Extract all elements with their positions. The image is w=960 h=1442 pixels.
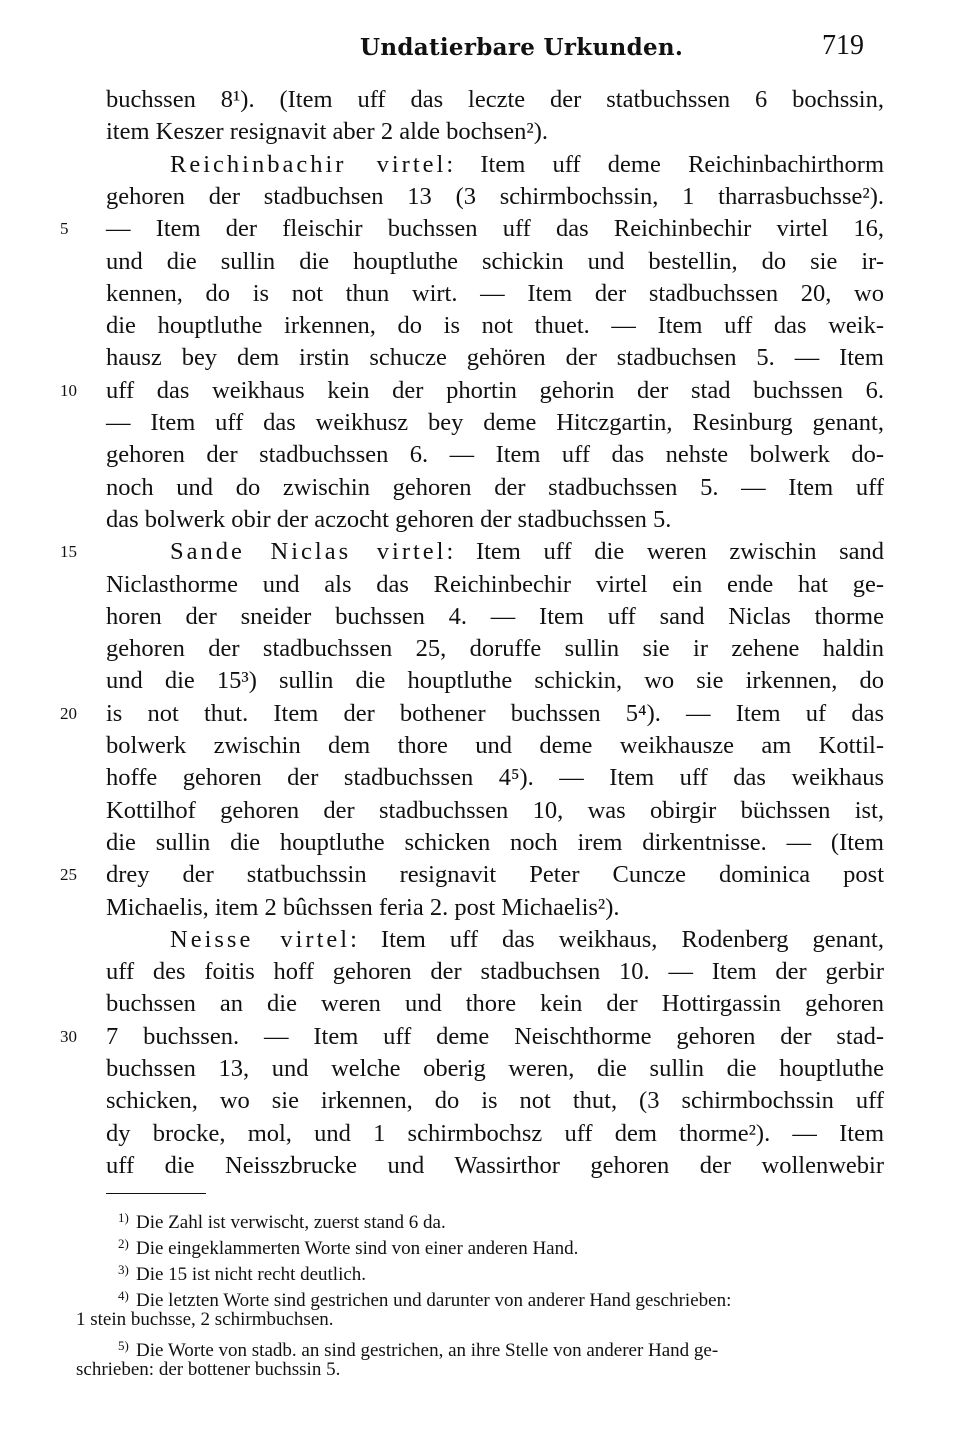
- footnote-mark: 2): [118, 1236, 129, 1251]
- text-line: buchssen 13, und welche oberig weren, die sullin die houptluthe: [106, 1055, 884, 1082]
- section-heading: Neisse virtel: [170, 925, 351, 953]
- text-line: bolwerk zwischin dem thore und deme weikhausze am Kottil-: [106, 732, 884, 759]
- footnote: [118, 1206, 446, 1235]
- footnote-mark: 5): [118, 1338, 129, 1353]
- text-line: gehoren der stadbuchssen 25, doruffe sullin sie ir zehene haldin: [106, 635, 884, 663]
- page-number: 719: [822, 30, 864, 61]
- line-number: 30: [60, 1026, 77, 1046]
- line-number: 15: [60, 542, 77, 562]
- running-head: Undatierbare Urkunden.: [360, 34, 684, 61]
- text-line: drey der statbuchssin resignavit Peter Cuncze dominica post: [106, 861, 884, 889]
- footnote-continuation: [76, 1308, 334, 1332]
- text-line: und die 15³) sullin die houptluthe schickin, wo sie irkennen, do: [106, 667, 884, 695]
- text-line: gehoren der stadbuchssen 6. — Item uff das nehste bolwerk do-: [106, 441, 884, 469]
- text-line: noch und do zwischin gehoren der stadbuchssen 5. — Item uff: [106, 473, 884, 501]
- text-line: die sullin die houptluthe schicken noch irem dirkentnisse. — (Item: [106, 828, 884, 856]
- footnote-mark: 3): [118, 1262, 129, 1277]
- text-line: Neisse virtel: Item uff das weikhaus, Rodenberg genant,: [170, 925, 884, 953]
- footnote-text: Die eingeklammerten Worte sind von einer anderen Hand.: [136, 1238, 579, 1259]
- footnote-text: Die Worte von stadb. an sind gestrichen, an ihre Stelle von anderer Hand ge-: [136, 1340, 719, 1361]
- section-heading: Reichinbachir virtel: [170, 150, 447, 178]
- text-line: is not thut. Item der bothener buchssen 5⁴). — Item uf das: [106, 699, 884, 727]
- text-line: kennen, do is not thun wirt. — Item der stadbuchssen 20, wo: [106, 279, 884, 307]
- text-line: uff des foitis hoff gehoren der stadbuchsen 10. — Item der gerbir: [106, 958, 884, 986]
- text-line: Niclasthorme und als das Reichinbechir virtel ein ende hat ge-: [106, 570, 884, 598]
- line-number: 20: [60, 703, 77, 723]
- text-line: gehoren der stadbuchsen 13 (3 schirmbochssin, 1 tharrasbuchsse²).: [106, 182, 884, 210]
- line-number: 10: [60, 380, 77, 400]
- footnote-mark: 1): [118, 1210, 129, 1225]
- footnote-rule: [106, 1193, 206, 1194]
- text-line: horen der sneider buchssen 4. — Item uff sand Niclas thorme: [106, 602, 884, 630]
- text-line: uff die Neisszbrucke und Wassirthor gehoren der wollenwebir: [106, 1151, 884, 1179]
- text-line: die houptluthe irkennen, do is not thuet. — Item uff das weik-: [106, 312, 884, 340]
- text-line: schicken, wo sie irkennen, do is not thut, (3 schirmbochssin uff: [106, 1087, 884, 1115]
- line-number: 25: [60, 865, 77, 885]
- text-line: Kottilhof gehoren der stadbuchssen 10, was obirgir büchssen ist,: [106, 796, 884, 824]
- footnote: [118, 1258, 366, 1287]
- page-header: [0, 30, 960, 66]
- text-line: dy brocke, mol, und 1 schirmbochsz uff dem thorme²). — Item: [106, 1119, 884, 1147]
- footnote-mark: 4): [118, 1288, 129, 1303]
- text-line: 7 buchssen. — Item uff deme Neischthorme gehoren der stad-: [106, 1022, 884, 1050]
- text-line: und die sullin die houptluthe schickin und bestellin, do sie ir-: [106, 247, 884, 275]
- footnote-text: Die Zahl ist verwischt, zuerst stand 6 da.: [136, 1212, 446, 1233]
- text-line: hoffe gehoren der stadbuchssen 4⁵). — Item uff das weikhaus: [106, 764, 884, 792]
- text-line: Reichinbachir virtel: Item uff deme Reichinbachirthorm: [170, 150, 885, 178]
- text-line: Sande Niclas virtel: Item uff die weren zwischin sand: [170, 538, 885, 566]
- text-line: buchssen 8¹). (Item uff das leczte der statbuchssen 6 bochssin,: [106, 86, 884, 113]
- footnote-text: 1 stein buchsse, 2 schirmbuchsen.: [76, 1309, 334, 1330]
- section-heading: Sande Niclas virtel: [170, 538, 447, 566]
- footnote: [118, 1232, 578, 1261]
- text-line: — Item der fleischir buchssen uff das Reichinbechir virtel 16,: [106, 215, 884, 243]
- text-line: — Item uff das weikhusz bey deme Hitczgartin, Resinburg genant,: [106, 409, 884, 436]
- footnote-text: Die letzten Worte sind gestrichen und darunter von anderer Hand geschrieben:: [136, 1290, 732, 1311]
- text-line: Michaelis, item 2 bûchssen feria 2. post Michaelis²).: [106, 893, 620, 921]
- text-line: das bolwerk obir der aczocht gehoren der stadbuchssen 5.: [106, 505, 672, 533]
- line-number: 5: [60, 219, 69, 239]
- footnote-continuation: [76, 1358, 340, 1382]
- footnote-text: schrieben: der bottener buchssin 5.: [76, 1359, 341, 1380]
- text-line: buchssen an die weren und thore kein der Hottirgassin gehoren: [106, 990, 884, 1018]
- footnote-text: Die 15 ist nicht recht deutlich.: [136, 1264, 367, 1285]
- text-line: hausz bey dem irstin schucze gehören der stadbuchsen 5. — Item: [106, 344, 884, 372]
- text-line: item Keszer resignavit aber 2 alde bochsen²).: [106, 118, 549, 146]
- text-line: uff das weikhaus kein der phortin gehorin der stad buchssen 6.: [106, 376, 884, 404]
